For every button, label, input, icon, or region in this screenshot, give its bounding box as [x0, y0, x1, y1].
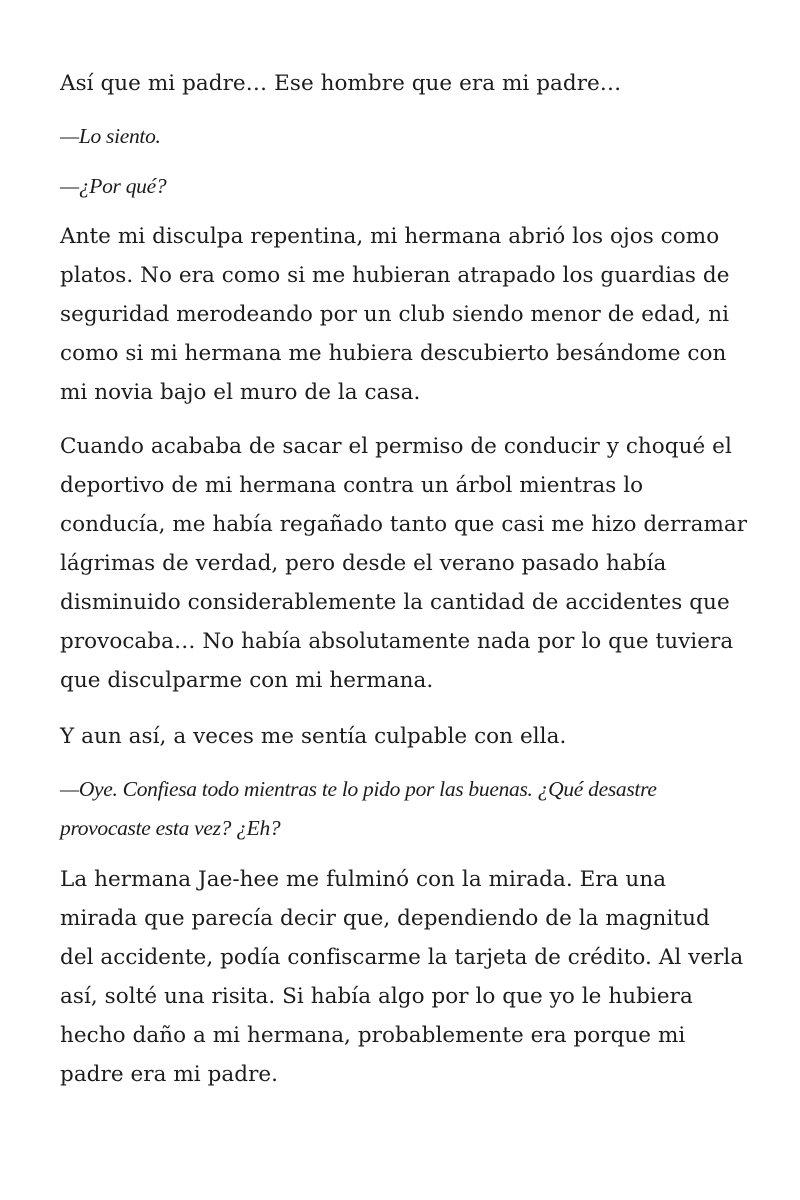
dialogue-por-que: —¿Por qué? [60, 174, 167, 198]
dialogue-lo-siento: —Lo siento. [60, 124, 161, 148]
paragraph-culpable: Y aun así, a veces me sentía culpable con ella. [60, 724, 567, 749]
paragraph-1: Así que mi padre… Ese hombre que era mi padre… [60, 71, 622, 96]
dialogue-confiesa: —Oye. Confiesa todo mientras te lo pido por las buenas. ¿Qué desastre provocaste esta vez? ¿Eh? [60, 777, 657, 840]
paragraph-permiso: Cuando acababa de sacar el permiso de conducir y choqué el deportivo de mi hermana contra un árbol mientras lo conducía, me había regañado tanto que casi me hizo derramar lágrimas de verdad, pero desde el verano pasado había disminuido considerablemente la cantidad de accidentes que provocaba… No había absolutamente nada por lo que tuviera que disculparme con mi hermana. [60, 434, 748, 693]
paragraph-disculpa: Ante mi disculpa repentina, mi hermana abrió los ojos como platos. No era como si me hubieran atrapado los guardias de seguridad merodeando por un club siendo menor de edad, ni como si mi hermana me hubiera descubierto besándome con mi novia bajo el muro de la casa. [60, 224, 730, 405]
paragraph-jae-hee: La hermana Jae-hee me fulminó con la mirada. Era una mirada que parecía decir que, dependiendo de la magnitud del accidente, podía confiscarme la tarjeta de crédito. Al verla así, solté una risita. Si había algo por lo que yo le hubiera hecho daño a mi hermana, probablemente era porque mi padre era mi padre. [60, 867, 744, 1087]
